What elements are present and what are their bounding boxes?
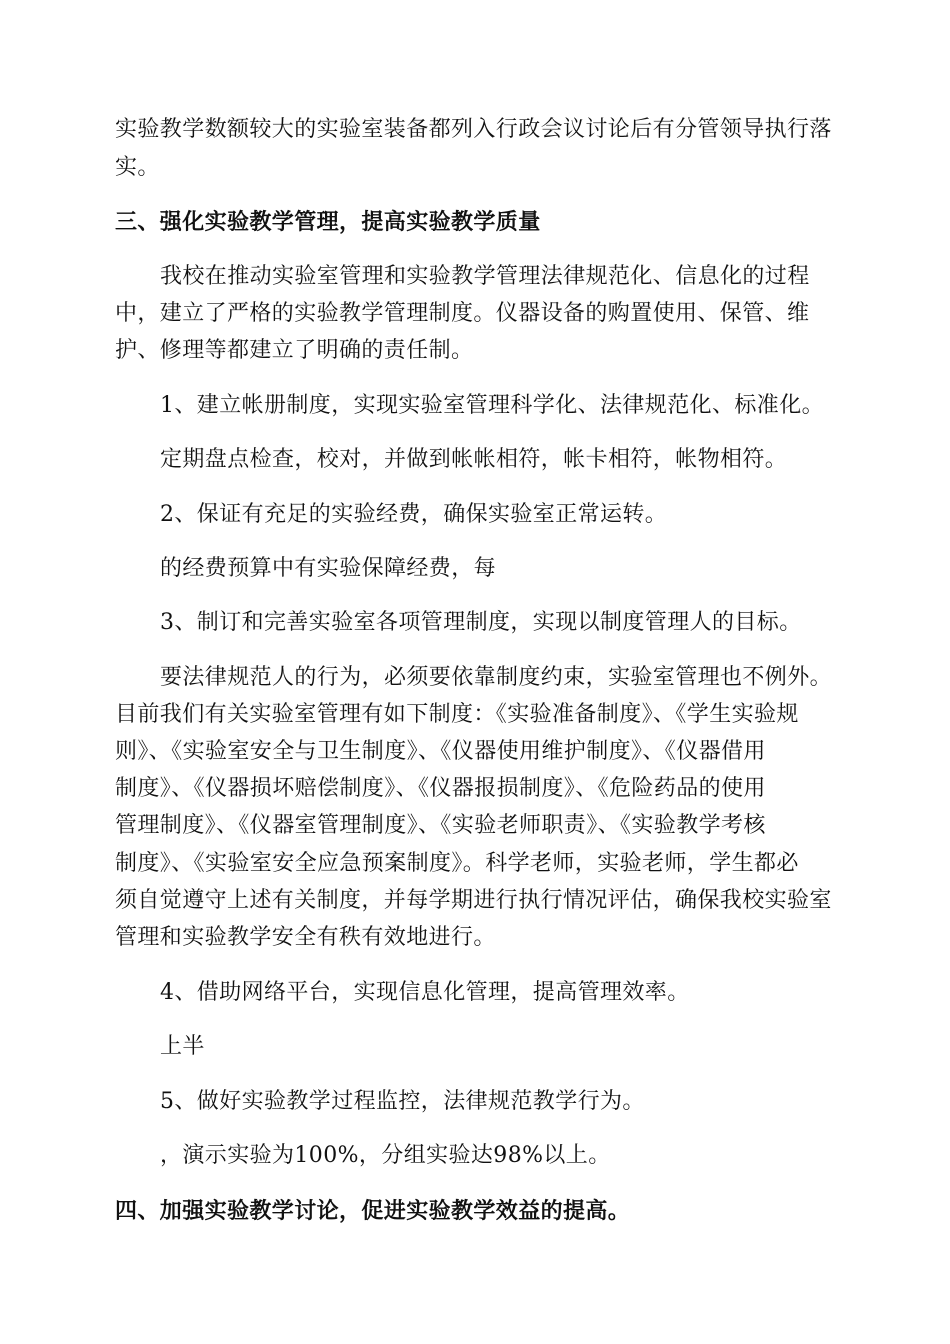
paragraph-line: 须自觉遵守上述有关制度，并每学期进行执行情况评估，确保我校实验室: [115, 888, 832, 913]
paragraph-line: 管理和实验教学安全有秩有效地进行。: [115, 925, 496, 950]
list-item: 2、保证有充足的实验经费，确保实验室正常运转。: [160, 502, 668, 527]
paragraph-line: 定期盘点检查，校对，并做到帐帐相符，帐卡相符，帐物相符。: [160, 447, 788, 472]
paragraph-line: 管理制度》、《仪器室管理制度》、《实验老师职责》、《实验教学考核: [115, 813, 766, 838]
paragraph-line: 实验教学数额较大的实验室装备都列入行政会议讨论后有分管领导执行落: [115, 117, 832, 142]
list-item: 3、制订和完善实验室各项管理制度，实现以制度管理人的目标。: [160, 610, 802, 635]
paragraph-line: 的经费预算中有实验保障经费，每: [160, 556, 497, 581]
paragraph-line: 目前我们有关实验室管理有如下制度：《实验准备制度》、《学生实验规: [115, 702, 799, 727]
list-item: 5、做好实验教学过程监控，法律规范教学行为。: [160, 1089, 645, 1114]
paragraph-line: 制度》、《实验室安全应急预案制度》。科学老师，实验老师，学生都必: [115, 851, 799, 876]
paragraph-line: 则》、《实验室安全与卫生制度》、《仪器使用维护制度》、《仪器借用: [115, 739, 766, 764]
paragraph-line: 要法律规范人的行为，必须要依靠制度约束，实验室管理也不例外。: [160, 665, 833, 690]
list-item: 4、借助网络平台，实现信息化管理，提高管理效率。: [160, 980, 690, 1005]
paragraph-line: 上半: [160, 1034, 205, 1059]
paragraph-line: 我校在推动实验室管理和实验教学管理法律规范化、信息化的过程: [160, 264, 810, 289]
paragraph-line: 实。: [115, 155, 160, 180]
section-heading: 四、加强实验教学讨论，促进实验教学效益的提高。: [115, 1198, 631, 1224]
paragraph-line: 制度》、《仪器损坏赔偿制度》、《仪器报损制度》、《危险药品的使用: [115, 776, 766, 801]
paragraph-line: 护、修理等都建立了明确的责任制。: [115, 338, 474, 363]
section-heading: 三、强化实验教学管理，提高实验教学质量: [115, 209, 541, 235]
paragraph-line: 中，建立了严格的实验教学管理制度。仪器设备的购置使用、保管、维: [115, 301, 810, 326]
list-item: 1、建立帐册制度，实现实验室管理科学化、法律规范化、标准化。: [160, 393, 824, 418]
paragraph-line: ，演示实验为100%，分组实验达98%以上。: [160, 1143, 611, 1168]
